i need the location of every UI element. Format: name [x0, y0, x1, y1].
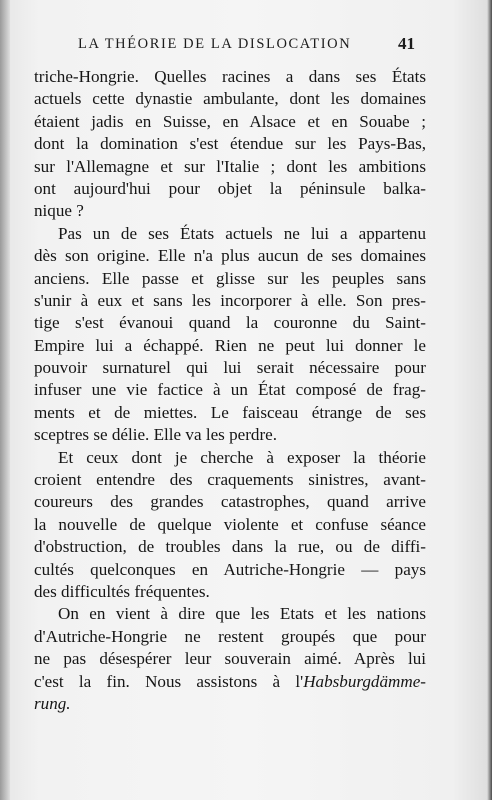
text-line: On en vient à dire que les Etats et les nations: [58, 604, 426, 624]
text-line: étaient jadis en Suisse, en Alsace et en Souabe ;: [34, 111, 426, 131]
text-line: d'Autriche-Hongrie ne restent groupés que pour: [34, 626, 426, 646]
text-line: pouvoir surnaturel qui lui serait nécessaire pour: [34, 358, 426, 378]
text-line: c'est la fin. Nous assistons à l'Habsburgdämme-: [34, 671, 426, 691]
text-line: anciens. Elle passe et glisse sur les peuples sans: [34, 268, 426, 288]
page-edge-shadow: [487, 0, 492, 800]
text-line: coureurs des grandes catastrophes, quand arrive: [34, 492, 426, 512]
text-line: s'unir à eux et sans les incorporer à elle. Son pres-: [34, 290, 426, 310]
text-line: nique ?: [34, 201, 84, 221]
text-line: ments et de miettes. Le faisceau étrange de ses: [34, 402, 426, 422]
text-line: sceptres se délie. Elle va les perdre.: [34, 425, 278, 445]
text-line: des difficultés fréquentes.: [34, 581, 210, 601]
text-line: cultés quelconques en Autriche-Hongrie — pays: [34, 559, 426, 579]
running-head-title: LA THÉORIE DE LA DISLOCATION: [78, 36, 352, 52]
text-line: Et ceux dont je cherche à exposer la théorie: [58, 447, 426, 467]
text-line: dès son origine. Elle n'a plus aucun de ses domaines: [34, 246, 426, 266]
text-line: rung.: [34, 693, 71, 713]
text-line: actuels cette dynastie ambulante, dont les domaines: [34, 89, 426, 109]
text-line: ont aujourd'hui pour objet la péninsule balka-: [34, 178, 426, 198]
text-line: dont la domination s'est étendue sur les Pays-Bas,: [34, 134, 426, 154]
text-line: la nouvelle de quelque violente et confuse séance: [34, 514, 426, 534]
text-line: tige s'est évanoui quand la couronne du Saint-: [34, 313, 426, 333]
text-line: sur l'Allemagne et sur l'Italie ; dont les ambitions: [34, 156, 426, 176]
body-text: [34, 66, 426, 715]
text-line: croient entendre des craquements sinistres, avant-: [34, 470, 426, 490]
text-line: triche-Hongrie. Quelles racines a dans ses États: [34, 67, 426, 86]
text-line: Pas un de ses États actuels ne lui a appartenu: [58, 223, 426, 243]
text-line: ne pas désespérer leur souverain aimé. Après lui: [34, 649, 426, 669]
page-number: 41: [398, 34, 415, 53]
page-gutter-shadow: [0, 0, 10, 800]
text-line: Empire lui a échappé. Rien ne peut lui donner le: [34, 335, 426, 355]
text-line: infuser une vie factice à un État composé de frag-: [34, 380, 426, 400]
text-line: d'obstruction, de troubles dans la rue, ou de diffi-: [34, 537, 426, 557]
